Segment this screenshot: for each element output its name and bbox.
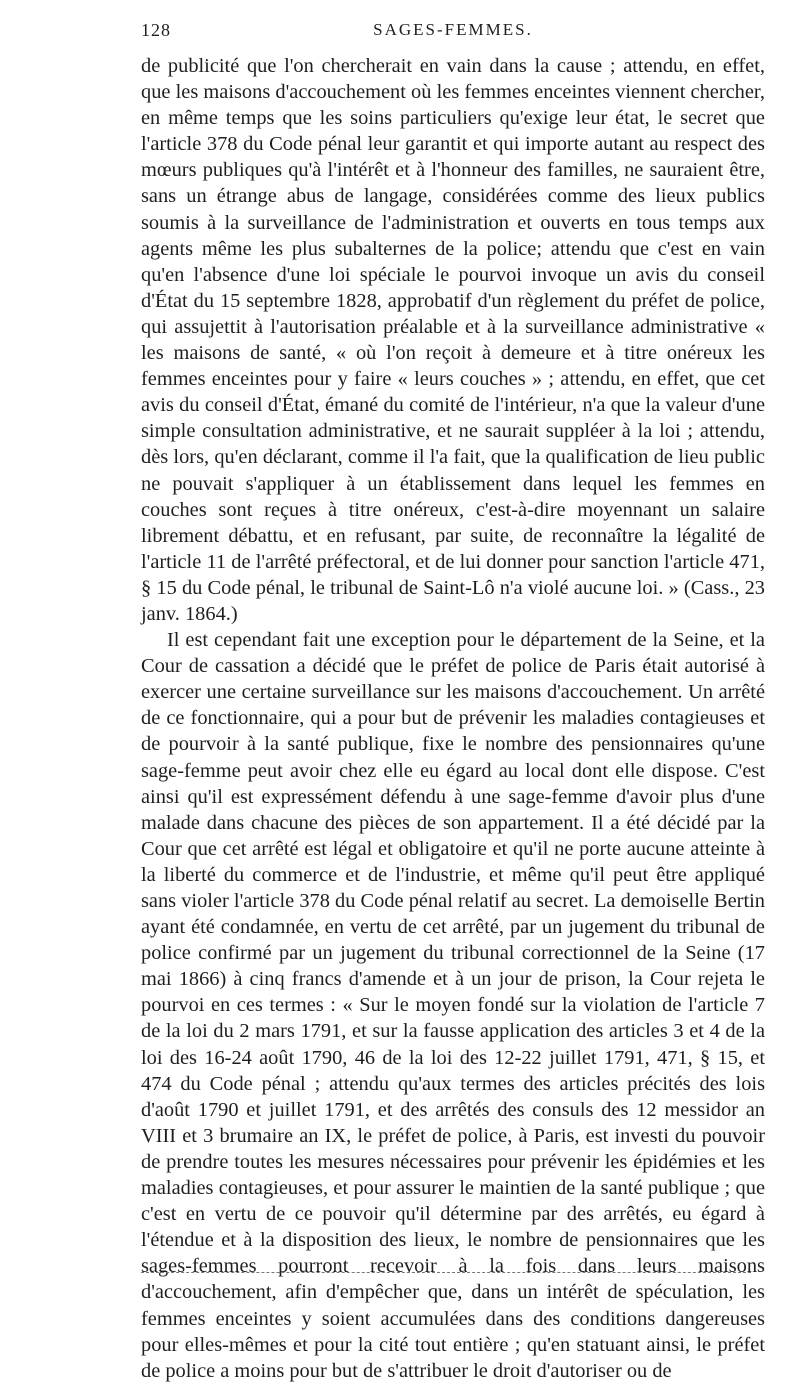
page-header — [141, 20, 765, 50]
footer-rule — [141, 1272, 751, 1273]
page-number: 128 — [141, 20, 171, 40]
body-text — [141, 53, 765, 1384]
paragraph: Il est cependant fait une exception pour le département de la Seine, et la Cour de cassation a décidé que le préfet de police de Paris était autorisé à exercer une certaine surveillance sur les maisons d'accouchement. Un arrêté de ce fonctionnaire, qui a pour but de prévenir les maladies contagieuses et de pourvoir à la santé publique, fixe le nombre des pensionnaires qu'une sage-femme peut avoir chez elle eu égard au local dont elle dispose. C'est ainsi qu'il est expressément défendu à une sage-femme d'avoir plus d'une malade dans chacune des pièces de son appartement. Il a été décidé par la Cour que cet arrêté est légal et obligatoire et qu'il ne porte aucune atteinte à la liberté du commerce et de l'industrie, et même qu'il peut être appliqué sans violer l'article 378 du Code pénal relatif au secret. La demoiselle Bertin ayant été condamnée, en vertu de cet arrêté, par un jugement du tribunal de police confirmé par un jugement du tribunal correctionnel de la Seine (17 mai 1866) à cinq francs d'amende et à un jour de prison, la Cour rejeta le pourvoi en ces termes : « Sur le moyen fondé sur la violation de l'article 7 de la loi du 2 mars 1791, et sur la fausse application des articles 3 et 4 de la loi des 16-24 août 1790, 46 de la loi des 12-22 juillet 1791, 471, § 15, et 474 du Code pénal ; attendu qu'aux termes des articles précités des lois d'août 1790 et juillet 1791, et des arrêtés des consuls des 12 messidor an VIII et 3 brumaire an IX, le préfet de police, à Paris, est investi du pouvoir de prendre toutes les mesures nécessaires pour prévenir les épidémies et les maladies contagieuses, et pour assurer le maintien de la santé publique ; que c'est en vertu de ce pouvoir qu'il détermine par des arrêtés, eu égard à l'étendue et à la disposition des lieux, le nombre de pensionnaires que les sages-femmes pourront recevoir à la fois dans leurs maisons d'accouchement, afin d'empêcher que, dans un intérêt de spéculation, les femmes enceintes y soient accumulées dans des conditions dangereuses pour elles-mêmes et pour la cité tout entière ; qu'en statuant ainsi, le préfet de police a moins pour but de s'attribuer le droit d'autoriser ou de — [141, 629, 765, 1382]
paragraph-continued: de publicité que l'on chercherait en vain dans la cause ; attendu, en effet, que les maisons d'accouchement où les femmes enceintes viennent chercher, en même temps que les soins particuliers qu'exige leur état, le secret que l'article 378 du Code pénal leur garantit et qui importe autant au respect des mœurs publiques qu'à l'intérêt et à l'honneur des familles, ne sauraient être, sans un étrange abus de langage, considérées comme des lieux publics soumis à la surveillance de l'administration et ouverts en tous temps aux agents même les plus subalternes de la police; attendu que c'est en vain qu'en l'absence d'une loi spéciale le pourvoi invoque un avis du conseil d'État du 15 septembre 1828, approbatif d'un règlement du préfet de police, qui assujettit à l'autorisation préalable et à la surveillance administrative « les maisons de santé, « où l'on reçoit à demeure et à titre onéreux les femmes enceintes pour y faire « leurs couches » ; attendu, en effet, que cet avis du conseil d'État, émané du comité de l'intérieur, n'a que la valeur d'une simple consultation administrative, et ne saurait suppléer à la loi ; attendu, dès lors, qu'en déclarant, comme il l'a fait, que la qualification de lieu public ne pouvait s'appliquer à un établissement dans lequel les femmes en couches sont reçues à titre onéreux, c'est-à-dire moyennant un salaire librement débattu, et en refusant, par suite, de reconnaître la légalité de l'article 11 de l'arrêté préfectoral, et de lui donner pour sanction l'article 471, § 15 du Code pénal, le tribunal de Saint-Lô n'a violé aucune loi. » (Cass., 23 janv. 1864.) — [141, 55, 765, 625]
running-head: SAGES-FEMMES. — [373, 20, 533, 39]
